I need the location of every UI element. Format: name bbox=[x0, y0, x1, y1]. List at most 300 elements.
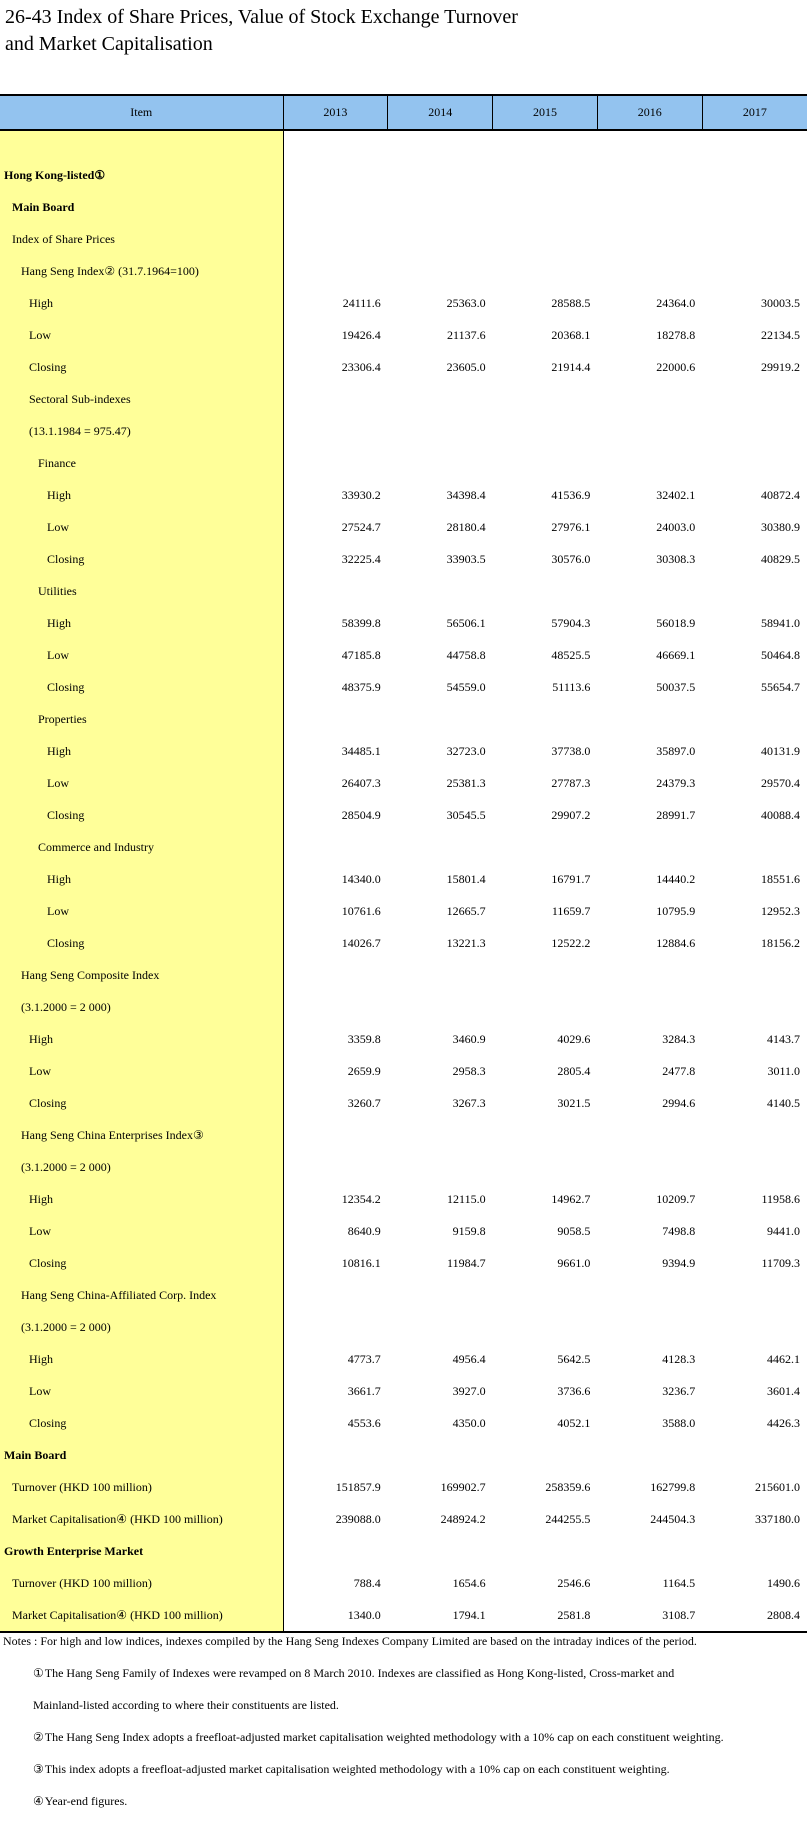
row-label: Market Capitalisation④ (HKD 100 million) bbox=[0, 1599, 283, 1632]
cell-value bbox=[493, 575, 598, 607]
cell-value bbox=[493, 1151, 598, 1183]
cell-value: 2805.4 bbox=[557, 1063, 591, 1078]
cell-value bbox=[702, 575, 807, 607]
cell-value bbox=[493, 831, 598, 863]
cell-value: 48525.5 bbox=[551, 647, 591, 662]
cell-value: 32225.4 bbox=[341, 551, 381, 566]
table-row bbox=[0, 319, 807, 351]
cell-value bbox=[597, 447, 702, 479]
row-label bbox=[0, 130, 283, 159]
cell-value: 3736.6 bbox=[557, 1383, 591, 1398]
cell-value bbox=[388, 703, 493, 735]
cell-value: 3260.7 bbox=[347, 1095, 381, 1110]
table-row bbox=[0, 831, 807, 863]
cell-value bbox=[283, 130, 388, 159]
cell-value: 48375.9 bbox=[341, 679, 381, 694]
cell-value bbox=[388, 1311, 493, 1343]
table-row bbox=[0, 607, 807, 639]
table-row bbox=[0, 255, 807, 287]
cell-value bbox=[388, 1151, 493, 1183]
table-row bbox=[0, 799, 807, 831]
cell-value: 4128.3 bbox=[662, 1351, 696, 1366]
header-row bbox=[0, 95, 807, 130]
cell-value: 2581.8 bbox=[493, 1599, 598, 1632]
row-label: Utilities bbox=[0, 575, 283, 607]
table-row bbox=[0, 895, 807, 927]
cell-value bbox=[388, 991, 493, 1023]
row-label: (3.1.2000 = 2 000) bbox=[0, 991, 283, 1023]
cell-value bbox=[283, 959, 388, 991]
cell-value bbox=[283, 223, 388, 255]
cell-value: 14962.7 bbox=[551, 1191, 591, 1206]
cell-value: 23605.0 bbox=[446, 359, 486, 374]
cell-value: 4773.7 bbox=[347, 1351, 381, 1366]
cell-value: 44758.8 bbox=[446, 647, 486, 662]
cell-value: 19426.4 bbox=[341, 327, 381, 342]
cell-value: 28504.9 bbox=[341, 807, 381, 822]
cell-value bbox=[388, 191, 493, 223]
cell-value: 10816.1 bbox=[341, 1255, 381, 1270]
cell-value: 14340.0 bbox=[341, 871, 381, 886]
cell-value bbox=[283, 383, 388, 415]
cell-value: 3661.7 bbox=[347, 1383, 381, 1398]
cell-value bbox=[493, 130, 598, 159]
cell-value: 3359.8 bbox=[347, 1031, 381, 1046]
cell-value: 13221.3 bbox=[446, 935, 486, 950]
row-label: Commerce and Industry bbox=[0, 831, 283, 863]
cell-value: 22134.5 bbox=[761, 327, 800, 342]
table-row bbox=[0, 703, 807, 735]
table-row bbox=[0, 639, 807, 671]
header-year-2017: 2017 bbox=[702, 95, 807, 130]
cell-value: 18278.8 bbox=[656, 327, 696, 342]
cell-value: 26407.3 bbox=[341, 775, 381, 790]
table-row bbox=[0, 351, 807, 383]
cell-value bbox=[283, 415, 388, 447]
cell-value: 21914.4 bbox=[551, 359, 591, 374]
cell-value: 24003.0 bbox=[656, 519, 696, 534]
table-row bbox=[0, 130, 807, 159]
cell-value: 18551.6 bbox=[761, 871, 800, 886]
table-row bbox=[0, 1247, 807, 1279]
cell-value bbox=[597, 959, 702, 991]
table-row bbox=[0, 223, 807, 255]
note-item bbox=[0, 1793, 807, 1825]
note-item bbox=[0, 1697, 807, 1729]
table-row bbox=[0, 1375, 807, 1407]
cell-value: 162799.8 bbox=[650, 1479, 696, 1494]
cell-value bbox=[283, 1119, 388, 1151]
note-marker: ④ bbox=[33, 1794, 44, 1808]
cell-value bbox=[388, 223, 493, 255]
cell-value: 337180.0 bbox=[755, 1511, 800, 1526]
cell-value: 3588.0 bbox=[662, 1415, 696, 1430]
cell-value: 4426.3 bbox=[767, 1415, 800, 1430]
cell-value bbox=[388, 831, 493, 863]
table-row bbox=[0, 1087, 807, 1119]
cell-value bbox=[388, 159, 493, 191]
cell-value bbox=[388, 959, 493, 991]
table-row bbox=[0, 1311, 807, 1343]
cell-value bbox=[493, 159, 598, 191]
cell-value: 244255.5 bbox=[545, 1511, 591, 1526]
cell-value bbox=[388, 1439, 493, 1471]
cell-value: 1654.6 bbox=[452, 1575, 486, 1590]
row-label: Low bbox=[0, 1375, 283, 1407]
cell-value bbox=[388, 255, 493, 287]
cell-value bbox=[283, 703, 388, 735]
cell-value bbox=[283, 575, 388, 607]
cell-value: 2546.6 bbox=[557, 1575, 591, 1590]
cell-value: 40088.4 bbox=[761, 807, 800, 822]
cell-value: 15801.4 bbox=[446, 871, 486, 886]
cell-value: 37738.0 bbox=[551, 743, 591, 758]
row-label: (13.1.1984 = 975.47) bbox=[0, 415, 283, 447]
cell-value: 56018.9 bbox=[656, 615, 696, 630]
cell-value bbox=[388, 1535, 493, 1567]
cell-value: 12884.6 bbox=[656, 935, 696, 950]
table-row bbox=[0, 1439, 807, 1471]
cell-value: 12354.2 bbox=[341, 1191, 381, 1206]
cell-value: 30308.3 bbox=[656, 551, 696, 566]
cell-value bbox=[597, 831, 702, 863]
cell-value: 4462.1 bbox=[767, 1351, 800, 1366]
row-label: Closing bbox=[0, 1407, 283, 1439]
note-text: This index adopts a freefloat-adjusted market capitalisation weighted methodology with a 10% cap on each constituent weighting. bbox=[44, 1762, 670, 1776]
cell-value: 24364.0 bbox=[656, 295, 696, 310]
cell-value bbox=[597, 703, 702, 735]
cell-value bbox=[388, 130, 493, 159]
cell-value: 28180.4 bbox=[446, 519, 486, 534]
cell-value: 7498.8 bbox=[662, 1223, 696, 1238]
cell-value: 11659.7 bbox=[551, 903, 591, 918]
cell-value: 21137.6 bbox=[447, 327, 486, 342]
header-item: Item bbox=[0, 95, 283, 130]
cell-value bbox=[493, 703, 598, 735]
cell-value bbox=[493, 1535, 598, 1567]
table-row bbox=[0, 863, 807, 895]
table-row bbox=[0, 671, 807, 703]
cell-value: 14026.7 bbox=[341, 935, 381, 950]
cell-value: 4140.5 bbox=[767, 1095, 800, 1110]
cell-value: 10209.7 bbox=[656, 1191, 696, 1206]
cell-value: 40872.4 bbox=[761, 487, 800, 502]
cell-value bbox=[597, 575, 702, 607]
table-row bbox=[0, 927, 807, 959]
cell-value: 1794.1 bbox=[388, 1599, 493, 1632]
cell-value: 11709.3 bbox=[761, 1255, 800, 1270]
row-label: Main Board bbox=[0, 1439, 283, 1471]
cell-value bbox=[597, 130, 702, 159]
cell-value: 47185.8 bbox=[341, 647, 381, 662]
row-label: Low bbox=[0, 511, 283, 543]
cell-value bbox=[283, 1151, 388, 1183]
cell-value bbox=[597, 1439, 702, 1471]
row-label: Low bbox=[0, 895, 283, 927]
cell-value bbox=[388, 1279, 493, 1311]
share-price-table bbox=[0, 94, 807, 1633]
notes-section bbox=[0, 1633, 807, 1825]
table-row bbox=[0, 1151, 807, 1183]
cell-value: 29907.2 bbox=[551, 807, 591, 822]
cell-value bbox=[283, 1535, 388, 1567]
cell-value: 27787.3 bbox=[551, 775, 591, 790]
table-row bbox=[0, 383, 807, 415]
table-row bbox=[0, 1055, 807, 1087]
cell-value bbox=[597, 415, 702, 447]
cell-value: 12115.0 bbox=[447, 1191, 486, 1206]
cell-value: 3011.0 bbox=[767, 1063, 800, 1078]
cell-value bbox=[597, 1311, 702, 1343]
row-label: Hong Kong-listed① bbox=[0, 159, 283, 191]
cell-value bbox=[597, 1279, 702, 1311]
cell-value: 248924.2 bbox=[440, 1511, 486, 1526]
header-year-2015: 2015 bbox=[493, 95, 598, 130]
table-row bbox=[0, 767, 807, 799]
table-row bbox=[0, 1279, 807, 1311]
cell-value: 3108.7 bbox=[597, 1599, 702, 1632]
cell-value: 4350.0 bbox=[452, 1415, 486, 1430]
cell-value bbox=[702, 1439, 807, 1471]
table-row bbox=[0, 1183, 807, 1215]
cell-value bbox=[283, 991, 388, 1023]
cell-value bbox=[493, 1119, 598, 1151]
note-marker: ② bbox=[33, 1730, 44, 1744]
cell-value: 10761.6 bbox=[341, 903, 381, 918]
row-label: Market Capitalisation④ (HKD 100 million) bbox=[0, 1503, 283, 1535]
row-label: High bbox=[0, 1343, 283, 1375]
cell-value bbox=[388, 383, 493, 415]
cell-value: 788.4 bbox=[353, 1575, 381, 1590]
row-label: Turnover (HKD 100 million) bbox=[0, 1567, 283, 1599]
table-row bbox=[0, 191, 807, 223]
cell-value bbox=[283, 255, 388, 287]
cell-value: 50464.8 bbox=[761, 647, 800, 662]
cell-value: 51113.6 bbox=[552, 679, 591, 694]
cell-value: 58941.0 bbox=[761, 615, 800, 630]
table-row bbox=[0, 511, 807, 543]
row-label: High bbox=[0, 607, 283, 639]
cell-value: 3284.3 bbox=[662, 1031, 696, 1046]
row-label: Closing bbox=[0, 1247, 283, 1279]
row-label: Closing bbox=[0, 543, 283, 575]
cell-value bbox=[702, 255, 807, 287]
row-label: Closing bbox=[0, 1087, 283, 1119]
row-label: Low bbox=[0, 639, 283, 671]
table-row bbox=[0, 1599, 807, 1632]
header-year-2013: 2013 bbox=[283, 95, 388, 130]
cell-value: 30380.9 bbox=[761, 519, 800, 534]
cell-value: 27524.7 bbox=[341, 519, 381, 534]
cell-value: 32402.1 bbox=[656, 487, 696, 502]
table-row bbox=[0, 959, 807, 991]
cell-value: 4029.6 bbox=[557, 1031, 591, 1046]
cell-value bbox=[283, 1279, 388, 1311]
cell-value: 35897.0 bbox=[656, 743, 696, 758]
cell-value: 56506.1 bbox=[446, 615, 486, 630]
cell-value bbox=[388, 1119, 493, 1151]
cell-value: 4143.7 bbox=[767, 1031, 800, 1046]
cell-value bbox=[493, 447, 598, 479]
row-label: (3.1.2000 = 2 000) bbox=[0, 1311, 283, 1343]
row-label: Hang Seng Index② (31.7.1964=100) bbox=[0, 255, 283, 287]
cell-value: 30576.0 bbox=[551, 551, 591, 566]
title-line-2: and Market Capitalisation bbox=[5, 33, 213, 55]
cell-value bbox=[493, 223, 598, 255]
cell-value: 40131.9 bbox=[761, 743, 800, 758]
table-body bbox=[0, 130, 807, 1632]
cell-value bbox=[702, 159, 807, 191]
cell-value bbox=[283, 1311, 388, 1343]
cell-value: 9661.0 bbox=[557, 1255, 591, 1270]
cell-value: 8640.9 bbox=[347, 1223, 381, 1238]
table-row bbox=[0, 543, 807, 575]
cell-value: 18156.2 bbox=[761, 935, 800, 950]
note-marker: ③ bbox=[33, 1762, 44, 1776]
note-item bbox=[0, 1761, 807, 1793]
cell-value bbox=[493, 383, 598, 415]
cell-value: 9441.0 bbox=[767, 1223, 800, 1238]
cell-value: 14440.2 bbox=[656, 871, 696, 886]
cell-value: 5642.5 bbox=[557, 1351, 591, 1366]
cell-value: 25363.0 bbox=[446, 295, 486, 310]
cell-value: 57904.3 bbox=[551, 615, 591, 630]
cell-value bbox=[493, 959, 598, 991]
cell-value: 28991.7 bbox=[656, 807, 696, 822]
cell-value: 9159.8 bbox=[452, 1223, 486, 1238]
row-label: (3.1.2000 = 2 000) bbox=[0, 1151, 283, 1183]
cell-value: 54559.0 bbox=[446, 679, 486, 694]
cell-value: 3601.4 bbox=[767, 1383, 800, 1398]
cell-value: 24111.6 bbox=[342, 295, 381, 310]
cell-value: 32723.0 bbox=[446, 743, 486, 758]
cell-value bbox=[702, 130, 807, 159]
header-year-2016: 2016 bbox=[597, 95, 702, 130]
table-header bbox=[0, 95, 807, 130]
table-row bbox=[0, 159, 807, 191]
cell-value bbox=[702, 831, 807, 863]
page-title bbox=[5, 4, 518, 58]
cell-value bbox=[493, 991, 598, 1023]
cell-value: 239088.0 bbox=[335, 1511, 381, 1526]
cell-value bbox=[597, 1535, 702, 1567]
cell-value bbox=[597, 255, 702, 287]
row-label: High bbox=[0, 1023, 283, 1055]
cell-value bbox=[283, 191, 388, 223]
cell-value: 2659.9 bbox=[347, 1063, 381, 1078]
cell-value bbox=[493, 1311, 598, 1343]
cell-value: 34398.4 bbox=[446, 487, 486, 502]
cell-value: 29570.4 bbox=[761, 775, 800, 790]
row-label: Turnover (HKD 100 million) bbox=[0, 1471, 283, 1503]
cell-value: 1490.6 bbox=[767, 1575, 800, 1590]
cell-value: 29919.2 bbox=[761, 359, 800, 374]
cell-value: 24379.3 bbox=[656, 775, 696, 790]
cell-value: 50037.5 bbox=[656, 679, 696, 694]
cell-value: 3236.7 bbox=[662, 1383, 696, 1398]
title-line-1: 26-43 Index of Share Prices, Value of Stock Exchange Turnover bbox=[5, 6, 518, 28]
row-label: Low bbox=[0, 767, 283, 799]
cell-value bbox=[493, 1439, 598, 1471]
cell-value: 11984.7 bbox=[447, 1255, 486, 1270]
cell-value bbox=[702, 1151, 807, 1183]
cell-value bbox=[702, 703, 807, 735]
cell-value: 215601.0 bbox=[755, 1479, 800, 1494]
cell-value: 9058.5 bbox=[557, 1223, 591, 1238]
note-text: The Hang Seng Index adopts a freefloat-adjusted market capitalisation weighted methodology with a 10% cap on each constituent weighting. bbox=[44, 1730, 724, 1744]
note-marker: ① bbox=[33, 1666, 44, 1680]
row-label: Index of Share Prices bbox=[0, 223, 283, 255]
table-row bbox=[0, 415, 807, 447]
table-row bbox=[0, 575, 807, 607]
row-label: Growth Enterprise Market bbox=[0, 1535, 283, 1567]
table-row bbox=[0, 1215, 807, 1247]
row-label: High bbox=[0, 735, 283, 767]
table-row bbox=[0, 1023, 807, 1055]
table-row bbox=[0, 447, 807, 479]
cell-value: 28588.5 bbox=[551, 295, 591, 310]
header-year-2014: 2014 bbox=[388, 95, 493, 130]
cell-value: 244504.3 bbox=[650, 1511, 696, 1526]
cell-value bbox=[702, 415, 807, 447]
cell-value bbox=[597, 991, 702, 1023]
cell-value: 2958.3 bbox=[452, 1063, 486, 1078]
cell-value: 12952.3 bbox=[761, 903, 800, 918]
row-label: Main Board bbox=[0, 191, 283, 223]
cell-value bbox=[283, 159, 388, 191]
row-label: Hang Seng China-Affiliated Corp. Index bbox=[0, 1279, 283, 1311]
cell-value: 3927.0 bbox=[452, 1383, 486, 1398]
cell-value: 258359.6 bbox=[545, 1479, 591, 1494]
cell-value: 55654.7 bbox=[761, 679, 800, 694]
cell-value bbox=[597, 223, 702, 255]
table-row bbox=[0, 287, 807, 319]
table-row bbox=[0, 479, 807, 511]
cell-value: 2808.4 bbox=[702, 1599, 807, 1632]
row-label: High bbox=[0, 287, 283, 319]
cell-value: 4956.4 bbox=[452, 1351, 486, 1366]
cell-value bbox=[702, 191, 807, 223]
row-label: Closing bbox=[0, 799, 283, 831]
row-label: Hang Seng China Enterprises Index③ bbox=[0, 1119, 283, 1151]
cell-value bbox=[702, 1311, 807, 1343]
cell-value: 3460.9 bbox=[452, 1031, 486, 1046]
cell-value: 20368.1 bbox=[551, 327, 591, 342]
note-text: Year-end figures. bbox=[44, 1794, 128, 1808]
note-text: The Hang Seng Family of Indexes were revamped on 8 March 2010. Indexes are classified as Hong Kong-listed, Cross-market and bbox=[44, 1666, 675, 1680]
cell-value bbox=[597, 1151, 702, 1183]
table-row bbox=[0, 991, 807, 1023]
table-row bbox=[0, 1567, 807, 1599]
cell-value bbox=[493, 255, 598, 287]
cell-value bbox=[493, 191, 598, 223]
cell-value bbox=[702, 959, 807, 991]
cell-value bbox=[597, 159, 702, 191]
cell-value bbox=[597, 1119, 702, 1151]
row-label: High bbox=[0, 863, 283, 895]
cell-value: 11958.6 bbox=[761, 1191, 800, 1206]
cell-value bbox=[388, 415, 493, 447]
row-label: Closing bbox=[0, 351, 283, 383]
row-label: Closing bbox=[0, 671, 283, 703]
row-label: High bbox=[0, 479, 283, 511]
cell-value: 41536.9 bbox=[551, 487, 591, 502]
cell-value bbox=[702, 223, 807, 255]
cell-value: 30545.5 bbox=[446, 807, 486, 822]
cell-value: 58399.8 bbox=[341, 615, 381, 630]
cell-value: 3021.5 bbox=[557, 1095, 591, 1110]
cell-value: 33903.5 bbox=[446, 551, 486, 566]
